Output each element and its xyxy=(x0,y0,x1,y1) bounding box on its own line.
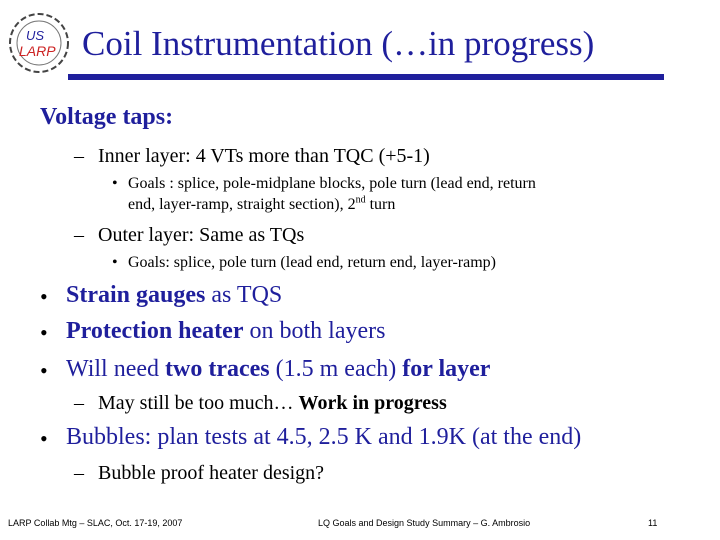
footer-left: LARP Collab Mtg – SLAC, Oct. 17-19, 2007 xyxy=(8,518,183,528)
inner-goals-line1: Goals : splice, pole-midplane blocks, pole turn (lead end, return xyxy=(128,175,536,192)
bubbles-bullet: • xyxy=(40,426,48,451)
traces-sub-item: May still be too much… Work in progress xyxy=(98,392,447,414)
larp-logo xyxy=(6,10,72,76)
bubbles-item: Bubbles: plan tests at 4.5, 2.5 K and 1.9K (at the end) xyxy=(66,424,582,450)
heater-bullet: • xyxy=(40,320,48,345)
traces-item: Will need two traces (1.5 m each) for layer xyxy=(66,356,491,382)
outer-goals-bullet: • xyxy=(112,254,118,271)
inner-dash: – xyxy=(74,145,84,167)
page-title: Coil Instrumentation (…in progress) xyxy=(82,24,595,63)
outer-dash: – xyxy=(74,224,84,246)
protection-heater-item: Protection heater on both layers xyxy=(66,318,386,344)
voltage-taps-heading: Voltage taps: xyxy=(40,104,174,130)
traces-sub-dash: – xyxy=(74,392,84,414)
inner-goals-bullet: • xyxy=(112,175,118,192)
inner-layer-item: Inner layer: 4 VTs more than TQC (+5-1) xyxy=(98,145,430,167)
outer-goals: Goals: splice, pole turn (lead end, return end, layer-ramp) xyxy=(128,254,496,271)
svg-text:LARP: LARP xyxy=(19,43,56,59)
bubbles-sub-item: Bubble proof heater design? xyxy=(98,462,325,484)
traces-bullet: • xyxy=(40,358,48,383)
inner-goals-line2: end, layer-ramp, straight section), 2nd turn xyxy=(128,194,396,213)
footer-center: LQ Goals and Design Study Summary – G. Ambrosio xyxy=(318,518,531,528)
title-rule xyxy=(68,74,664,80)
strain-gauges-item: Strain gauges as TQS xyxy=(66,282,283,308)
bubbles-sub-dash: – xyxy=(74,462,84,484)
outer-layer-item: Outer layer: Same as TQs xyxy=(98,224,305,246)
page-number: 11 xyxy=(648,518,658,528)
strain-bullet: • xyxy=(40,284,48,309)
svg-text:US: US xyxy=(26,28,45,43)
